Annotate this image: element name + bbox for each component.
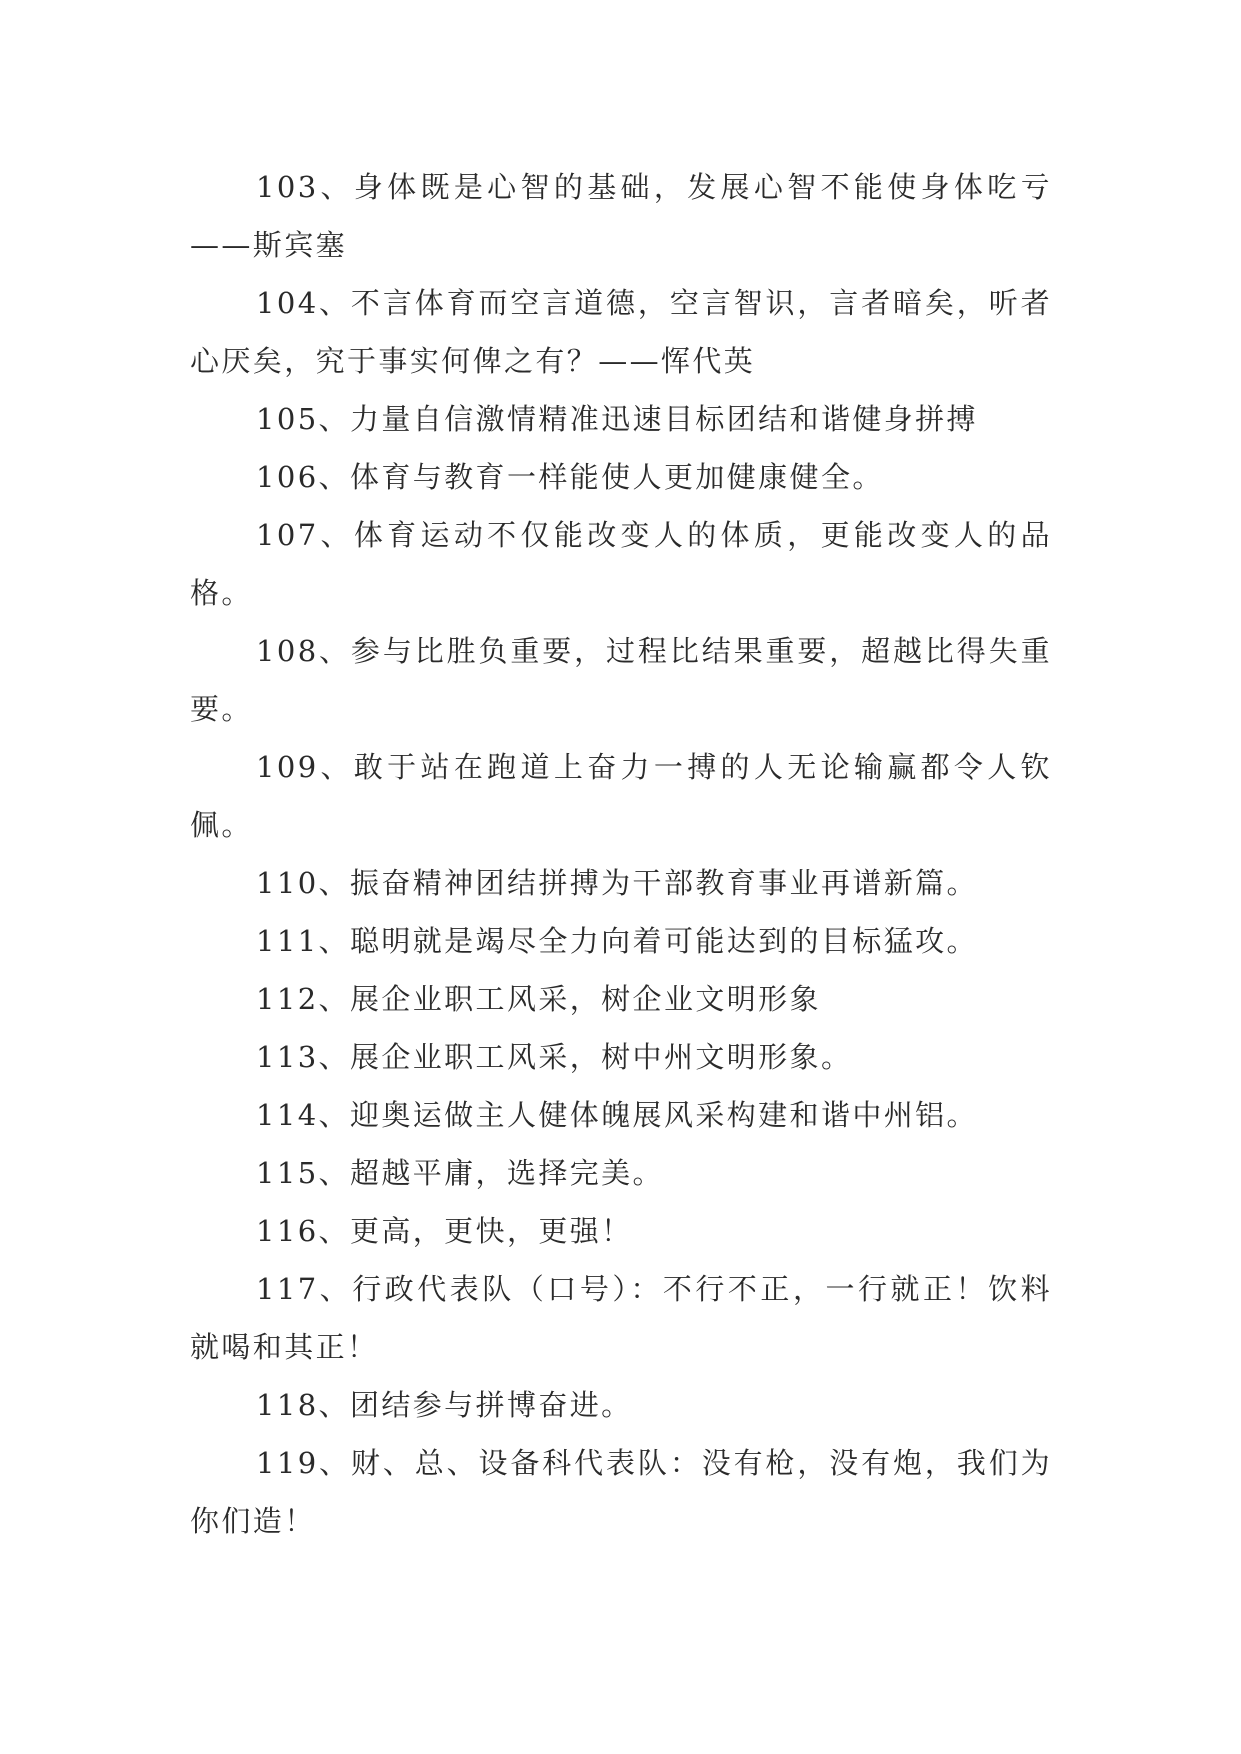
paragraph-104: 104、不言体育而空言道德，空言智识，言者暗矣，听者心厌矣，究于事实何俾之有？——恽代英 (190, 286, 1052, 378)
paragraph-118: 118、团结参与拼博奋进。 (256, 1388, 633, 1422)
paragraph-103: 103、身体既是心智的基础，发展心智不能使身体吃亏——斯宾塞 (190, 170, 1052, 262)
paragraph-116: 116、更高，更快，更强！ (256, 1214, 633, 1248)
document-body (190, 158, 1052, 1550)
paragraph-107: 107、体育运动不仅能改变人的体质，更能改变人的品格。 (190, 518, 1052, 610)
paragraph-106: 106、体育与教育一样能使人更加健康健全。 (256, 460, 884, 494)
paragraph-111: 111、聪明就是竭尽全力向着可能达到的目标猛攻。 (256, 924, 978, 958)
paragraph-110: 110、振奋精神团结拼搏为干部教育事业再谱新篇。 (256, 866, 978, 900)
paragraph-109: 109、敢于站在跑道上奋力一搏的人无论输赢都令人钦佩。 (190, 750, 1052, 842)
paragraph-115: 115、超越平庸，选择完美。 (256, 1156, 664, 1190)
paragraph-108: 108、参与比胜负重要，过程比结果重要，超越比得失重要。 (190, 634, 1052, 726)
paragraph-119: 119、财、总、设备科代表队：没有枪，没有炮，我们为你们造！ (190, 1446, 1052, 1538)
paragraph-113: 113、展企业职工风采，树中州文明形象。 (256, 1040, 853, 1074)
paragraph-112: 112、展企业职工风采，树企业文明形象 (256, 982, 821, 1016)
paragraph-105: 105、力量自信激情精准迅速目标团结和谐健身拼搏 (256, 402, 978, 436)
paragraph-114: 114、迎奥运做主人健体魄展风采构建和谐中州铝。 (256, 1098, 978, 1132)
paragraph-117: 117、行政代表队（口号）：不行不正，一行就正！饮料就喝和其正！ (190, 1272, 1052, 1364)
